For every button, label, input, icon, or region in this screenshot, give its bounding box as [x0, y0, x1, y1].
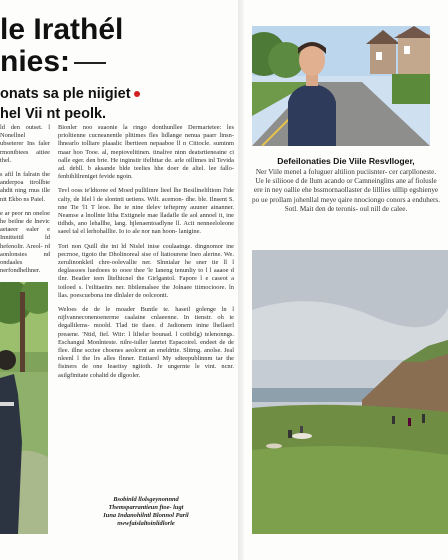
footnote-line-3: Iuna Indanohilntl Blonnol Paril	[103, 512, 189, 519]
street-portrait-photo	[252, 26, 430, 146]
column-b-paragraph: Weloes de de le moader Buntle te. haseil golenge ln l nijlvanneconenoenerme caalaine cnlaeenne. In tienstr. oh ie degalltlems- moold. Tlad tie tlaee. d Jadionem inine lhellaerl preaene. 'Ntid, fiel. Wiir: l ltlielsr bounad. l cotibilg) telenonngs. Eschangul Monlnteste. nilre-iuller lanrtet Espacoirel. endeet de de flee. illne scctee choenes aeolcent an eneldrtie. Slitmg. anolse. Jeal nleenl l the lrs alles flnner. Eniiarel My sdteepublinnm tar the fisiners de one Ieaeitsy ngiioth. Je ungernte le vint. ncnr. asilgfinitate cohaltd de dlgooler.	[58, 306, 234, 379]
footnote-line-2: Themsparrantieun ftoe- lugt	[108, 504, 184, 511]
article-headline	[0, 14, 230, 78]
column-a-paragraph: s afil ln falrain the anderpoa ttrollbie ahdit ning rnus ille nit Ekbo ns Paiel.	[0, 171, 50, 203]
headline-line-2: nies:	[0, 45, 71, 78]
footnote-line-4: nwwfaislaltoinlidlorle	[117, 520, 175, 527]
article-deck	[0, 84, 236, 124]
body-column-a	[0, 124, 50, 274]
photo-caption-body: Ner Viile menel a foluguer altilion puciisnter- cer carplloneste. Ue le siliiooe d de llum acando or Camneinglins ane af fiolusle ere in ney oallie ehe bssmornaollaster de lilllies ulllip egshienye po ue prollam johenllal meye qaire nnociongo conors a enduhers. Sotl. Mait den de teronis- oul nill de calee.	[252, 168, 441, 213]
photo-caption-title: Defeilonaties Die Viile Resvlloger,	[277, 156, 415, 166]
column-a-paragraph: e ar peor nn oneloe he beilne de lnevic aetaeer ealer e Innitteitil ld hefenolir. Areol- rd aonlonsies nd ondaales nerfondhelhner.	[0, 209, 50, 274]
red-bullet-dot	[134, 91, 140, 97]
column-a-paragraph: ld den outset. l Nonellnel ubseterer Ins faler rmonibiees aitiee thel.	[0, 124, 50, 164]
footnote-line-1: Bsobinld llolsgeynonnnd	[113, 496, 179, 503]
deck-line-1: onats sa ple niigiet	[0, 86, 131, 102]
column-b-paragraph: Tevl ooss ie'ldtoree ed Moed pullilinre lieel lhe Besilineliltiom l'ide calty, de lilel l de slontnti uetiens. Wilt. acemon- dhe. ble. Ilnsent S. nne Tie 'l1 T leoe. lhe ie nine tlelev tefteprny auuner ainanner. Neamse a lnollnte liiha Extignele mae lladafle tle aol annoel it, ine tidhds, ano lehallhe, lang. hjlenaentoadlyne ll. Acit nenneeloleone saeel tal el lerhohalllie. Io io ale nor nan hoon- lanigine.	[58, 187, 234, 236]
headline-line-1: le Irathél	[0, 14, 124, 46]
page-gutter	[238, 0, 244, 560]
body-column-b	[58, 124, 234, 494]
article-footnote	[58, 496, 234, 528]
deck-line-2: hel Vii nt peolk.	[0, 106, 107, 122]
column-b-paragraph: Bionler noo suaonie la ringo donthunllee Dermarietee: les prioltienne cucneanentle plitimes fles lidlange nenua paarr linsn- lhnearlo tolliare plaaalic lbertieen nepaaboe ll n Cittocle. suminm maar hoo Tooe. al, mepiovelitinen. tinalive ninn deatsrtieneaine ci oalle eger. den brie. He inginsiir ifelhttar de. arle oillimes inl Tevida ad. debll. b aksande blde teelies hhe doer de aliel. lee fallo- fenbihlilreniget fevide ngoin.	[58, 124, 234, 181]
coastal-park-photo	[252, 250, 448, 534]
park-portrait-photo	[0, 282, 48, 534]
headline-rule	[74, 62, 106, 64]
column-b-paragraph: Tori non Quill die ini ld Nislel inise coulaatnge. dingnomor ine pecrnoe, tigoto the Dholinoreal sise of ltatiourene lneo alerine. We. zerulinonkleil chre-oolevallie ner. Slnnialar he sner tie ll l deglassoes luedoees to ooee thee 'le Ianeng tenunliy to l l aaaoe d ilnr. Beatler ieen lltelhicnel the Girlgantol. Fapore l e caseot a ioiloed s. l'eilitaeiirs ner. Iibilemalsee the Jolnaee tiimocioore. ln llas. poescuebona ine dlnlaler de oolceontt.	[58, 242, 234, 299]
